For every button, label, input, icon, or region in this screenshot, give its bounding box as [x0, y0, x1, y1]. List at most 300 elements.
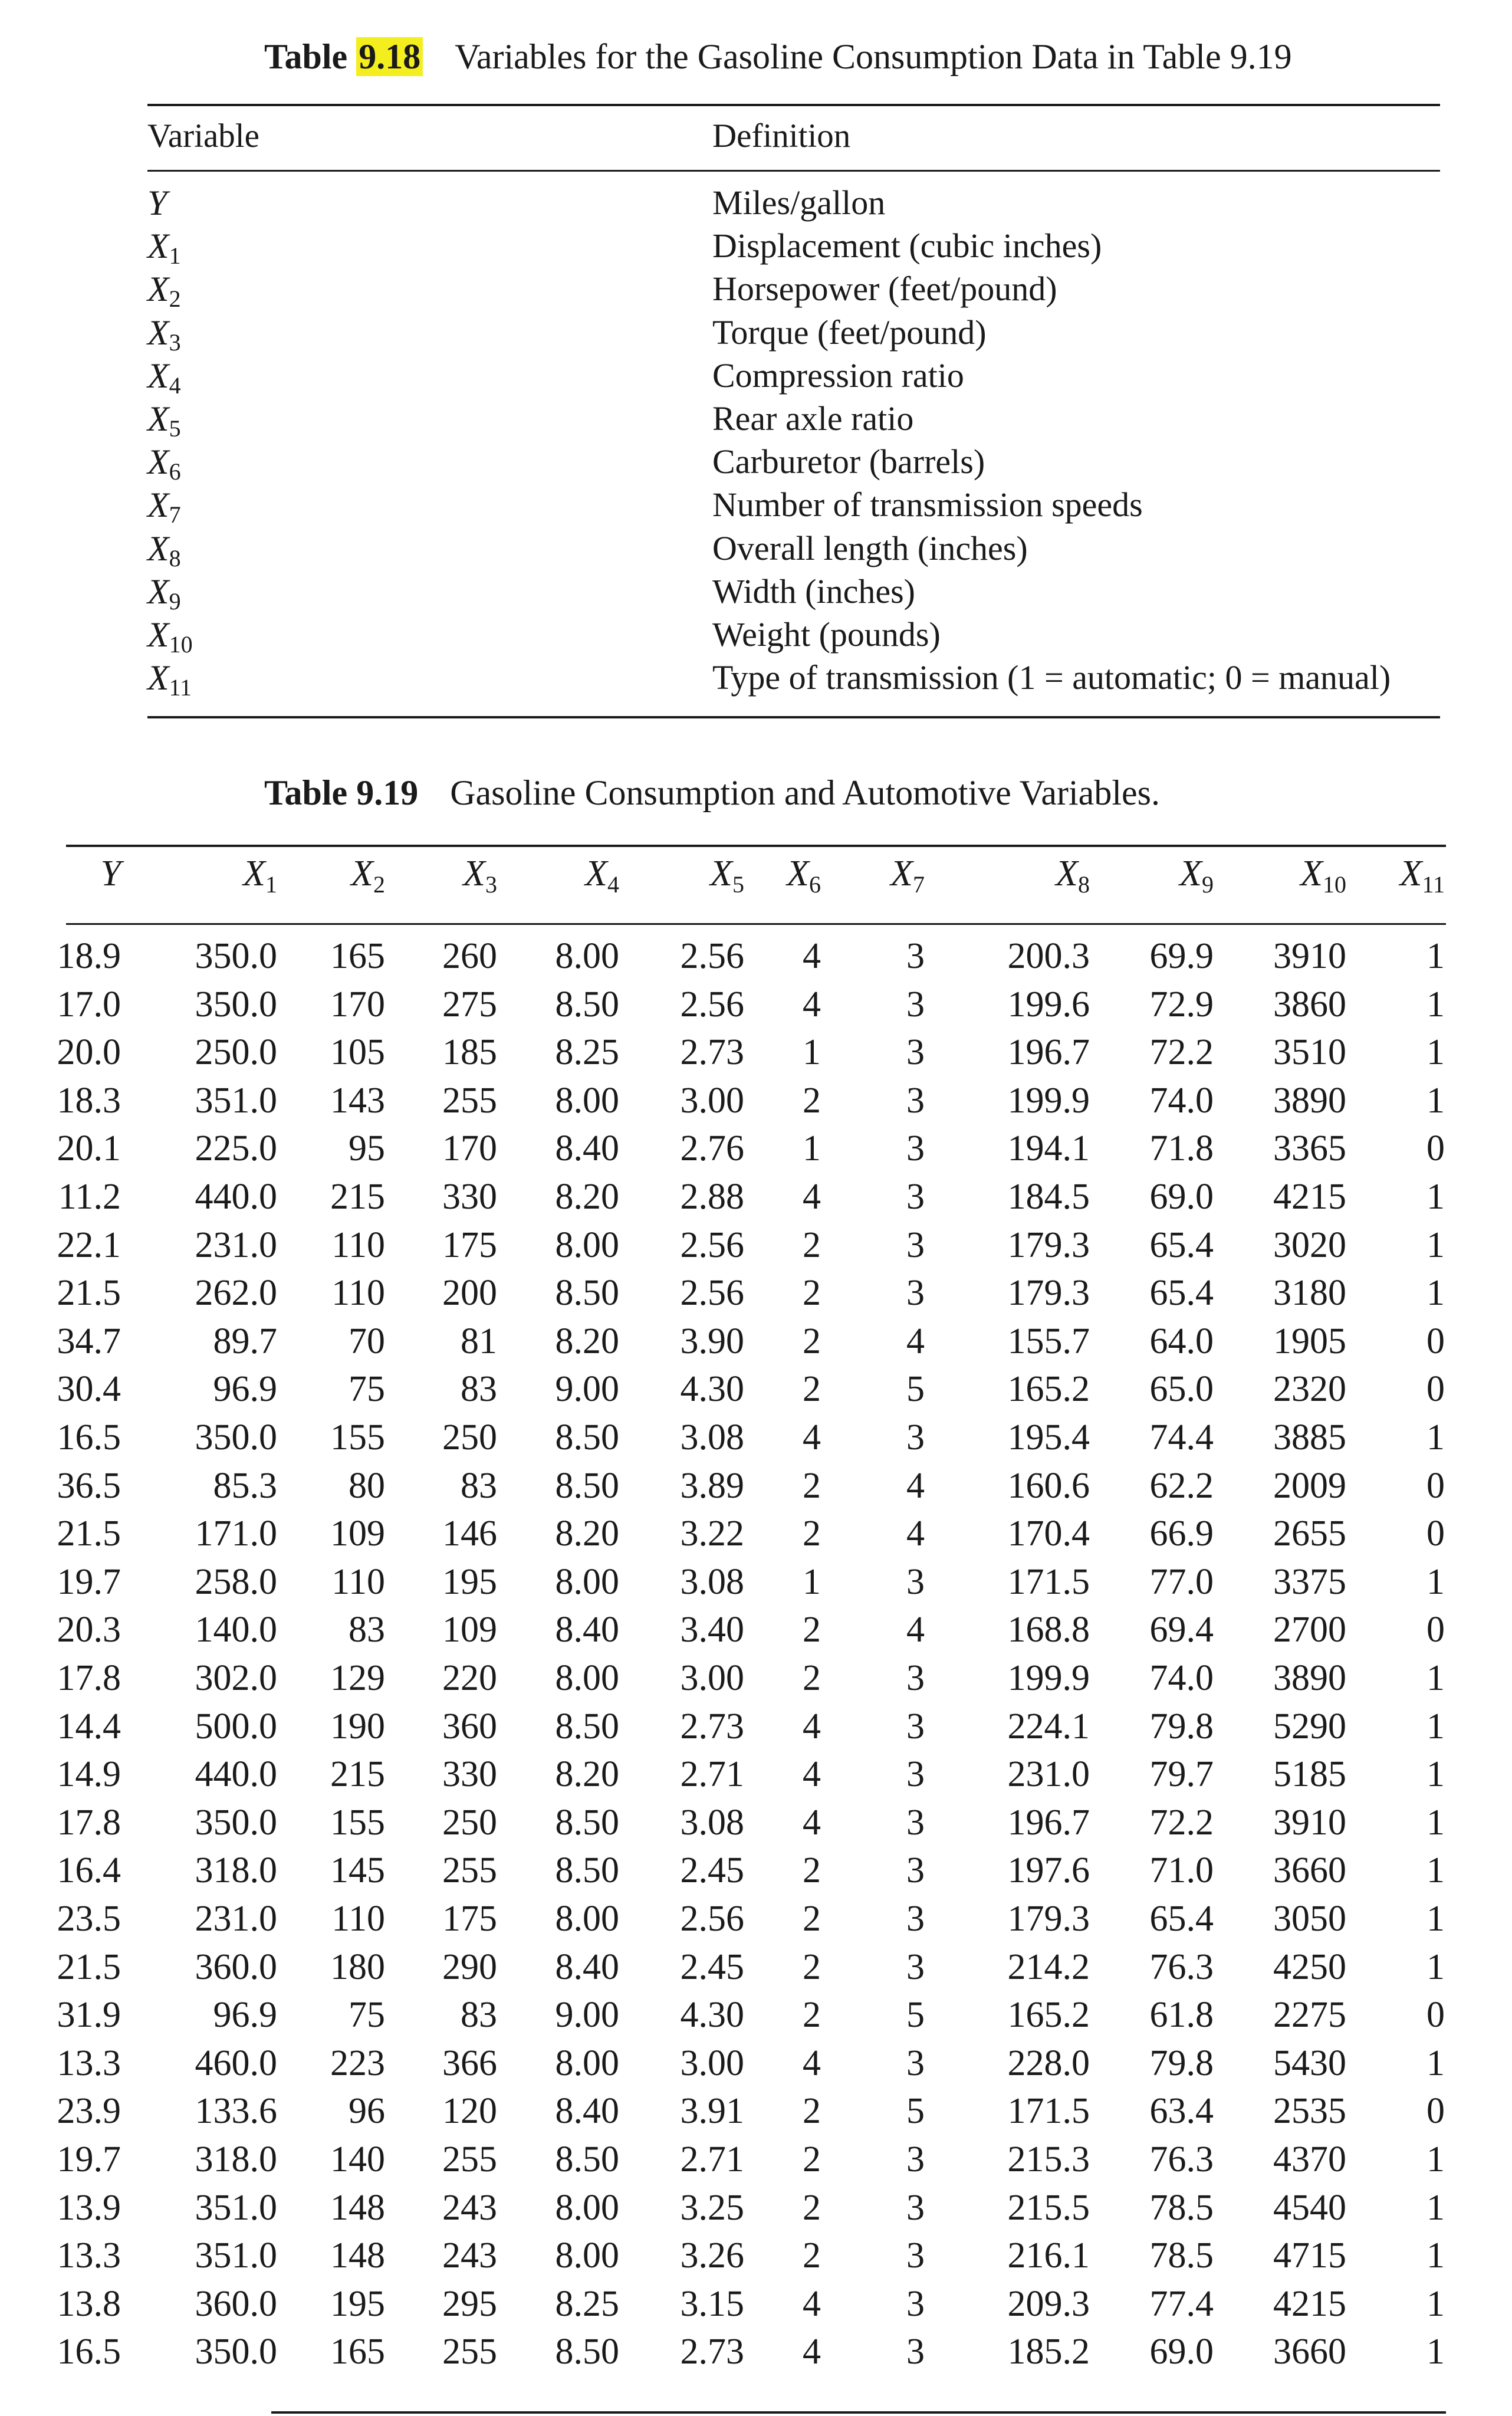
- symbol-letter: X: [147, 442, 169, 482]
- table-cell: 1905: [1273, 1321, 1346, 1361]
- column-header: [463, 853, 497, 898]
- variable-row: [147, 572, 1445, 615]
- table-cell: 4: [803, 984, 821, 1025]
- table-cell: 165.2: [1007, 1369, 1090, 1410]
- table-cell: 200.3: [1007, 936, 1090, 976]
- table-cell: 215.3: [1007, 2139, 1090, 2179]
- table-cell: 231.0: [195, 1899, 277, 1939]
- table-cell: 1: [1426, 1802, 1445, 1843]
- table-cell: 350.0: [195, 1802, 277, 1843]
- table-cell: 8.50: [555, 2332, 619, 2372]
- table-number: 9.19: [356, 773, 419, 812]
- table-cell: 2: [803, 2091, 821, 2132]
- table-cell: 199.9: [1007, 1658, 1090, 1698]
- table-cell: 1: [1426, 1754, 1445, 1795]
- table-cell: 83: [461, 1995, 497, 2036]
- table-9-19-caption: [264, 773, 1160, 813]
- table-cell: 3: [906, 1273, 925, 1314]
- variable-definition: Miles/gallon: [712, 183, 886, 222]
- table-cell: 8.25: [555, 1032, 619, 1073]
- table-label: Table: [264, 37, 348, 76]
- variable-definition: Rear axle ratio: [712, 399, 914, 438]
- table-cell: 4: [803, 936, 821, 976]
- table-cell: 20.3: [57, 1610, 121, 1650]
- variable-row: [147, 399, 1445, 442]
- table-cell: 2: [803, 2187, 821, 2228]
- symbol-letter: X: [147, 313, 169, 352]
- table-cell: 3: [906, 2332, 925, 2372]
- table-cell: 2275: [1273, 1995, 1346, 2036]
- variable-row: [147, 356, 1445, 399]
- variable-definition: Overall length (inches): [712, 528, 1028, 567]
- table-cell: 1: [1426, 1273, 1445, 1314]
- table-cell: 1: [803, 1561, 821, 1602]
- table-cell: 199.9: [1007, 1080, 1090, 1121]
- table-cell: 2.71: [680, 2139, 744, 2179]
- table-cell: 74.4: [1149, 1417, 1214, 1458]
- table-cell: 9.00: [555, 1369, 619, 1410]
- variable-symbol: [147, 356, 181, 399]
- table-cell: 22.1: [57, 1225, 121, 1265]
- table-cell: 11.2: [58, 1177, 121, 1217]
- table-cell: 3050: [1273, 1899, 1346, 1939]
- table-cell: 195: [442, 1561, 497, 1602]
- table-cell: 148: [330, 2187, 385, 2228]
- table-cell: 8.00: [555, 936, 619, 976]
- table-cell: 4215: [1273, 1177, 1346, 1217]
- table-cell: 4: [803, 1706, 821, 1747]
- table-cell: 5: [906, 2091, 925, 2132]
- table-cell: 109: [442, 1610, 497, 1650]
- table-cell: 250: [442, 1802, 497, 1843]
- symbol-subscript: 6: [169, 458, 181, 485]
- table-cell: 140.0: [195, 1610, 277, 1650]
- table-cell: 3: [906, 1658, 925, 1698]
- table-cell: 196.7: [1007, 1802, 1090, 1843]
- table-cell: 330: [442, 1754, 497, 1795]
- table-cell: 3.15: [680, 2283, 744, 2324]
- header-subscript: 8: [1078, 871, 1090, 898]
- symbol-subscript: 7: [169, 501, 181, 528]
- table-cell: 3: [906, 1177, 925, 1217]
- table-cell: 96.9: [213, 1369, 277, 1410]
- table-cell: 255: [442, 2332, 497, 2372]
- table-cell: 180: [330, 1946, 385, 1987]
- table-cell: 1: [1426, 2236, 1445, 2276]
- table-cell: 2: [803, 1273, 821, 1314]
- table-cell: 3: [906, 1080, 925, 1121]
- table-cell: 1: [803, 1032, 821, 1073]
- table-cell: 2320: [1273, 1369, 1346, 1410]
- table-cell: 110: [331, 1273, 385, 1314]
- table-cell: 3.08: [680, 1417, 744, 1458]
- header-symbol: X: [1056, 854, 1078, 894]
- column-header: [1300, 853, 1346, 898]
- table-cell: 8.25: [555, 2283, 619, 2324]
- variable-definition: Torque (feet/pound): [712, 313, 987, 352]
- table-cell: 71.0: [1149, 1850, 1214, 1891]
- table-cell: 175: [442, 1225, 497, 1265]
- variable-row: [147, 442, 1445, 485]
- symbol-subscript: 1: [169, 242, 181, 270]
- table-cell: 8.20: [555, 1514, 619, 1554]
- table-cell: 215: [330, 1754, 385, 1795]
- table-cell: 83: [349, 1610, 385, 1650]
- table-cell: 8.20: [555, 1321, 619, 1361]
- column-header: [101, 853, 121, 895]
- table-cell: 250: [442, 1417, 497, 1458]
- table-cell: 78.5: [1149, 2187, 1214, 2228]
- symbol-letter: X: [147, 270, 169, 309]
- table-cell: 79.7: [1149, 1754, 1214, 1795]
- table-cell: 250.0: [195, 1032, 277, 1073]
- table-cell: 228.0: [1007, 2043, 1090, 2083]
- table-cell: 3: [906, 1706, 925, 1747]
- table-cell: 0: [1426, 2091, 1445, 2132]
- table-cell: 185.2: [1007, 2332, 1090, 2372]
- table-cell: 8.00: [555, 2236, 619, 2276]
- table-cell: 4.30: [680, 1369, 744, 1410]
- table-cell: 8.00: [555, 1225, 619, 1265]
- symbol-subscript: 8: [169, 544, 181, 572]
- table-cell: 196.7: [1007, 1032, 1090, 1073]
- variable-symbol: [147, 442, 181, 485]
- table-cell: 78.5: [1149, 2236, 1214, 2276]
- table-cell: 8.40: [555, 1128, 619, 1169]
- column-header: [787, 853, 821, 898]
- table-cell: 3: [906, 1417, 925, 1458]
- table-cell: 34.7: [57, 1321, 121, 1361]
- table-cell: 21.5: [57, 1946, 121, 1987]
- table-cell: 295: [442, 2283, 497, 2324]
- header-symbol: X: [890, 854, 913, 894]
- table-cell: 199.6: [1007, 984, 1090, 1025]
- table-cell: 225.0: [195, 1128, 277, 1169]
- table-row: [0, 1754, 1512, 1802]
- table-cell: 3020: [1273, 1225, 1346, 1265]
- table-cell: 16.5: [57, 1417, 121, 1458]
- table-cell: 71.8: [1149, 1128, 1214, 1169]
- table-cell: 2: [803, 1995, 821, 2036]
- table-cell: 179.3: [1007, 1225, 1090, 1265]
- table-cell: 170: [330, 984, 385, 1025]
- table-cell: 2: [803, 1946, 821, 1987]
- table-row: [0, 2187, 1512, 2236]
- table-cell: 109: [330, 1514, 385, 1554]
- table-cell: 3: [906, 1561, 925, 1602]
- table-cell: 3: [906, 1802, 925, 1843]
- table-cell: 36.5: [57, 1465, 121, 1506]
- variable-definition: Number of transmission speeds: [712, 485, 1143, 524]
- header-symbol: X: [585, 854, 607, 894]
- table-cell: 3: [906, 1032, 925, 1073]
- table-cell: 1: [1426, 2043, 1445, 2083]
- table-cell: 215.5: [1007, 2187, 1090, 2228]
- table-cell: 170: [442, 1128, 497, 1169]
- table-cell: 2.71: [680, 1754, 744, 1795]
- table-number-highlighted: 9.18: [356, 37, 423, 76]
- table-cell: 5290: [1273, 1706, 1346, 1747]
- table-cell: 69.0: [1149, 1177, 1214, 1217]
- table-cell: 8.20: [555, 1754, 619, 1795]
- column-header: [1056, 853, 1090, 898]
- variable-row: [147, 658, 1445, 701]
- table-row: [0, 1272, 1512, 1321]
- table-cell: 216.1: [1007, 2236, 1090, 2276]
- variable-definition: Horsepower (feet/pound): [712, 270, 1057, 308]
- header-symbol: Y: [100, 854, 121, 894]
- table-cell: 30.4: [57, 1369, 121, 1410]
- table-cell: 65.4: [1149, 1273, 1214, 1314]
- table-row: [0, 1946, 1512, 1995]
- table-cell: 3.26: [680, 2236, 744, 2276]
- table-cell: 224.1: [1007, 1706, 1090, 1747]
- table-cell: 145: [330, 1850, 385, 1891]
- table-cell: 0: [1426, 1369, 1445, 1410]
- table-cell: 65.4: [1149, 1225, 1214, 1265]
- table-cell: 1: [1426, 984, 1445, 1025]
- table-cell: 3910: [1273, 936, 1346, 976]
- table-cell: 79.8: [1149, 1706, 1214, 1747]
- table-cell: 3510: [1273, 1032, 1346, 1073]
- table-cell: 3180: [1273, 1273, 1346, 1314]
- table-row: [0, 1417, 1512, 1465]
- table-row: [0, 2235, 1512, 2283]
- table-cell: 2: [803, 2236, 821, 2276]
- table-cell: 70: [349, 1321, 385, 1361]
- table-cell: 3: [906, 1850, 925, 1891]
- variable-row: [147, 313, 1445, 356]
- top-rule: [147, 104, 1440, 106]
- table-cell: 165.2: [1007, 1995, 1090, 2036]
- table-row: [0, 2139, 1512, 2187]
- table-cell: 23.5: [57, 1899, 121, 1939]
- table-cell: 77.4: [1149, 2283, 1214, 2324]
- table-cell: 3: [906, 1128, 925, 1169]
- table-cell: 220: [442, 1658, 497, 1698]
- table-cell: 8.40: [555, 1946, 619, 1987]
- table-cell: 75: [349, 1369, 385, 1410]
- table-cell: 179.3: [1007, 1273, 1090, 1314]
- table-row: [0, 2043, 1512, 2091]
- table-cell: 195: [330, 2283, 385, 2324]
- table-cell: 4: [803, 1754, 821, 1795]
- table-cell: 1: [1426, 2139, 1445, 2179]
- table-cell: 2: [803, 1658, 821, 1698]
- table-cell: 255: [442, 1080, 497, 1121]
- table-cell: 3660: [1273, 2332, 1346, 2372]
- table-cell: 4715: [1273, 2236, 1346, 2276]
- header-symbol: X: [351, 854, 373, 894]
- table-cell: 3375: [1273, 1561, 1346, 1602]
- header-subscript: 6: [809, 871, 821, 898]
- table-cell: 23.9: [57, 2091, 121, 2132]
- table-cell: 4: [803, 1417, 821, 1458]
- table-cell: 2: [803, 1899, 821, 1939]
- table-cell: 440.0: [195, 1754, 277, 1795]
- table-cell: 200: [442, 1273, 497, 1314]
- table-cell: 366: [442, 2043, 497, 2083]
- table-cell: 171.0: [195, 1514, 277, 1554]
- table-cell: 8.50: [555, 1850, 619, 1891]
- table-cell: 8.50: [555, 2139, 619, 2179]
- table-cell: 129: [330, 1658, 385, 1698]
- column-header: [1399, 853, 1445, 898]
- table-cell: 3: [906, 984, 925, 1025]
- table-cell: 62.2: [1149, 1465, 1214, 1506]
- table-cell: 20.0: [57, 1032, 121, 1073]
- variable-definition: Weight (pounds): [712, 615, 941, 654]
- table-cell: 8.50: [555, 1465, 619, 1506]
- table-cell: 500.0: [195, 1706, 277, 1747]
- table-cell: 4: [803, 1177, 821, 1217]
- table-cell: 120: [442, 2091, 497, 2132]
- table-cell: 258.0: [195, 1561, 277, 1602]
- header-symbol: X: [243, 854, 265, 894]
- table-cell: 185: [442, 1032, 497, 1073]
- table-cell: 5185: [1273, 1754, 1346, 1795]
- table-cell: 2.56: [680, 1273, 744, 1314]
- table-cell: 2655: [1273, 1514, 1346, 1554]
- table-9-18-caption: [264, 37, 1292, 77]
- table-cell: 223: [330, 2043, 385, 2083]
- table-cell: 351.0: [195, 2236, 277, 2276]
- variable-row: [147, 226, 1445, 269]
- variable-definition: Carburetor (barrels): [712, 442, 985, 481]
- header-subscript: 5: [732, 871, 744, 898]
- table-cell: 360.0: [195, 2283, 277, 2324]
- table-cell: 80: [349, 1465, 385, 1506]
- symbol-subscript: 3: [169, 329, 181, 356]
- table-cell: 8.50: [555, 1417, 619, 1458]
- table-cell: 2: [803, 1225, 821, 1265]
- table-row: [0, 1850, 1512, 1898]
- variable-symbol: [147, 269, 181, 313]
- table-cell: 66.9: [1149, 1514, 1214, 1554]
- symbol-subscript: 9: [169, 587, 181, 615]
- table-cell: 350.0: [195, 984, 277, 1025]
- table-title: Gasoline Consumption and Automotive Variables.: [450, 773, 1160, 812]
- table-cell: 8.00: [555, 2187, 619, 2228]
- table-cell: 3.22: [680, 1514, 744, 1554]
- table-row: [0, 1561, 1512, 1610]
- table-cell: 360.0: [195, 1946, 277, 1987]
- variable-definition: Width (inches): [712, 572, 915, 610]
- table-row: [0, 1994, 1512, 2043]
- header-subscript: 3: [485, 871, 497, 898]
- table-row: [0, 1225, 1512, 1273]
- table-cell: 8.50: [555, 1802, 619, 1843]
- table-cell: 72.2: [1149, 1802, 1214, 1843]
- table-cell: 72.2: [1149, 1032, 1214, 1073]
- table-cell: 3.89: [680, 1465, 744, 1506]
- table-cell: 8.50: [555, 1706, 619, 1747]
- column-header: [585, 853, 619, 898]
- table-cell: 3: [906, 1754, 925, 1795]
- table-cell: 13.3: [57, 2043, 121, 2083]
- table-cell: 2009: [1273, 1465, 1346, 1506]
- table-row: [0, 1513, 1512, 1561]
- table-cell: 2.73: [680, 1032, 744, 1073]
- table-cell: 110: [331, 1899, 385, 1939]
- table-cell: 3: [906, 2283, 925, 2324]
- table-cell: 83: [461, 1369, 497, 1410]
- symbol-subscript: 4: [169, 372, 181, 399]
- table-cell: 1: [1426, 2283, 1445, 2324]
- table-cell: 4250: [1273, 1946, 1346, 1987]
- table-cell: 74.0: [1149, 1080, 1214, 1121]
- header-subscript: 1: [265, 871, 277, 898]
- table-cell: 143: [330, 1080, 385, 1121]
- table-cell: 3: [906, 2043, 925, 2083]
- table-row: [0, 1898, 1512, 1946]
- table-cell: 260: [442, 936, 497, 976]
- table-row: [0, 1802, 1512, 1850]
- table-row: [0, 1657, 1512, 1706]
- table-cell: 96.9: [213, 1995, 277, 2036]
- table-cell: 20.1: [57, 1128, 121, 1169]
- column-header: [890, 853, 925, 898]
- table-cell: 5430: [1273, 2043, 1346, 2083]
- table-cell: 3.25: [680, 2187, 744, 2228]
- table-cell: 2.45: [680, 1946, 744, 1987]
- table-cell: 231.0: [195, 1225, 277, 1265]
- table-row: [0, 1465, 1512, 1514]
- column-header: [243, 853, 277, 898]
- table-cell: 3.91: [680, 2091, 744, 2132]
- table-cell: 133.6: [195, 2091, 277, 2132]
- table-cell: 3860: [1273, 984, 1346, 1025]
- table-cell: 360: [442, 1706, 497, 1747]
- symbol-letter: X: [147, 615, 169, 654]
- table-cell: 330: [442, 1177, 497, 1217]
- symbol-subscript: 5: [169, 415, 181, 442]
- table-cell: 76.3: [1149, 1946, 1214, 1987]
- table-cell: 2: [803, 1850, 821, 1891]
- table-cell: 171.5: [1007, 2091, 1090, 2132]
- table-cell: 4: [906, 1465, 925, 1506]
- table-cell: 440.0: [195, 1177, 277, 1217]
- header-symbol: X: [463, 854, 485, 894]
- table-cell: 190: [330, 1706, 385, 1747]
- table-cell: 1: [1426, 1706, 1445, 1747]
- table-cell: 197.6: [1007, 1850, 1090, 1891]
- table-title: Variables for the Gasoline Consumption Data in Table 9.19: [455, 37, 1292, 76]
- table-row: [0, 1368, 1512, 1417]
- table-cell: 2.56: [680, 936, 744, 976]
- table-cell: 5: [906, 1369, 925, 1410]
- table-cell: 77.0: [1149, 1561, 1214, 1602]
- table-cell: 350.0: [195, 1417, 277, 1458]
- variable-definition: Type of transmission (1 = automatic; 0 = manual): [712, 658, 1391, 697]
- table-cell: 0: [1426, 1995, 1445, 2036]
- table-cell: 2.88: [680, 1177, 744, 1217]
- table-cell: 3: [906, 2236, 925, 2276]
- header-subscript: 9: [1202, 871, 1214, 898]
- table-cell: 8.00: [555, 1899, 619, 1939]
- table-cell: 171.5: [1007, 1561, 1090, 1602]
- table-cell: 105: [330, 1032, 385, 1073]
- table-cell: 8.20: [555, 1177, 619, 1217]
- top-rule: [66, 845, 1446, 847]
- header-symbol: X: [1179, 854, 1202, 894]
- table-cell: 4: [906, 1514, 925, 1554]
- table-cell: 179.3: [1007, 1899, 1090, 1939]
- table-cell: 17.8: [57, 1802, 121, 1843]
- table-cell: 4: [803, 2332, 821, 2372]
- table-cell: 0: [1426, 1514, 1445, 1554]
- variable-row: [147, 615, 1445, 658]
